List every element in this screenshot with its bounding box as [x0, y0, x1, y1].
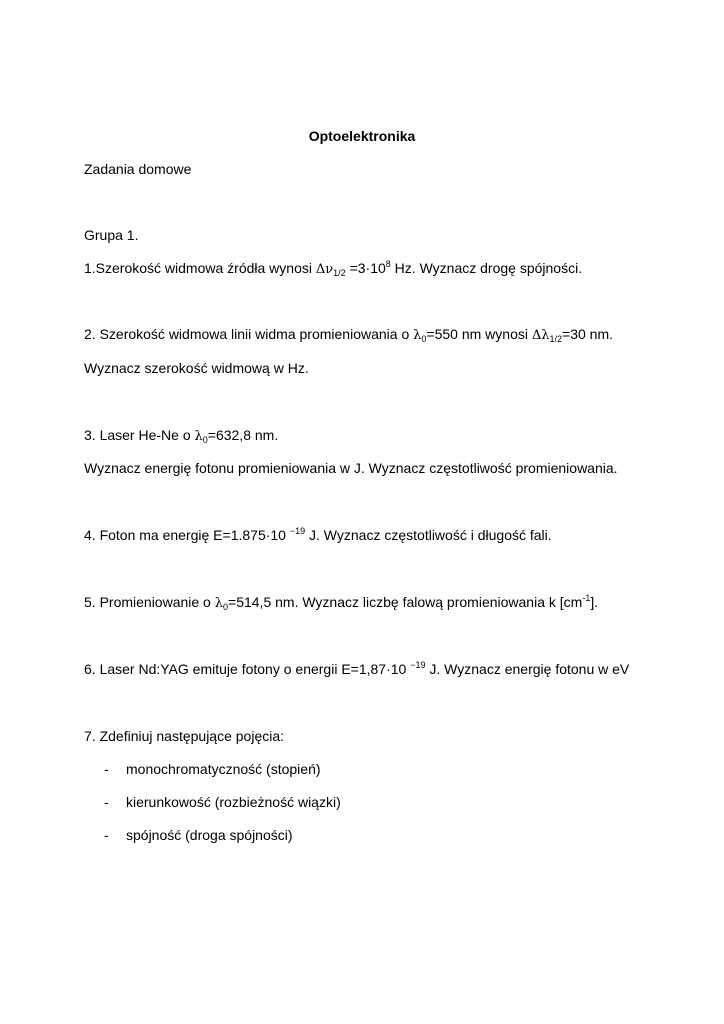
bullet-text: kierunkowość (rozbieżność wiązki) — [126, 794, 341, 810]
group-heading: Grupa 1. — [84, 227, 139, 243]
task-1-text-c: Hz. Wyznacz drogę spójności. — [390, 260, 583, 276]
task-4 — [84, 526, 552, 544]
task-3 — [84, 426, 278, 446]
task-5-text-c: ]. — [590, 594, 599, 610]
task-6 — [84, 660, 629, 678]
task-1-subscript: 1/2 — [333, 268, 346, 278]
delta-nu-symbol: Δν — [315, 262, 334, 277]
task-5-superscript: -1 — [582, 593, 591, 603]
task-5-subscript: 0 — [223, 602, 229, 612]
task-3-subscript: 0 — [202, 435, 208, 445]
task-5-text-b: =514,5 nm. Wyznacz liczbę falową promieniowania k [cm — [228, 594, 583, 610]
task-5-text-a: 5. Promieniowanie o — [84, 594, 215, 610]
document-subtitle: Zadania domowe — [84, 161, 192, 177]
task-2-text-c: =30 nm. — [562, 326, 613, 342]
task-4-text-b: J. Wyznacz częstotliwość i długość fali. — [305, 527, 552, 543]
task-3-line-2: Wyznacz energię fotonu promieniowania w J. Wyznacz częstotliwość promieniowania. — [84, 460, 618, 476]
task-1-text-b: =3·10 — [345, 260, 386, 276]
task-1-superscript: 8 — [385, 259, 391, 269]
lambda-symbol: λ — [413, 328, 422, 343]
task-6-text-a: 6. Laser Nd:YAG emituje fotony o energii E=1,87·10 — [84, 661, 411, 677]
lambda-symbol: λ — [214, 596, 223, 611]
document-title: Optoelektronika — [308, 128, 416, 144]
task-5 — [84, 593, 598, 613]
bullet-dash: - — [104, 761, 109, 777]
task-1-text-a: 1.Szerokość widmowa źródła wynosi — [84, 260, 316, 276]
delta-lambda-symbol: Δλ — [531, 328, 550, 343]
task-4-text-a: 4. Foton ma energię E=1.875·10 — [84, 527, 290, 543]
task-4-superscript: −19 — [289, 526, 306, 536]
task-2-line-2: Wyznacz szerokość widmową w Hz. — [84, 360, 309, 376]
task-2-text-b: =550 nm wynosi — [426, 326, 532, 342]
task-2-subscript-2: 1/2 — [549, 334, 563, 344]
lambda-symbol: λ — [194, 429, 203, 444]
task-6-superscript: −19 — [410, 660, 426, 670]
task-2-text-a: 2. Szerokość widmowa linii widma promieniowania o — [84, 326, 414, 342]
task-3-text-a: 3. Laser He-Ne o — [84, 427, 195, 443]
bullet-dash: - — [104, 827, 109, 843]
task-1 — [84, 259, 582, 279]
bullet-dash: - — [104, 794, 109, 810]
task-7: 7. Zdefiniuj następujące pojęcia: — [84, 728, 285, 744]
task-2-subscript-1: 0 — [421, 334, 427, 344]
task-2 — [84, 325, 613, 345]
task-6-text-b: J. Wyznacz energię fotonu w eV — [425, 661, 630, 677]
task-3-text-b: =632,8 nm. — [207, 427, 279, 443]
bullet-text: monochromatyczność (stopień) — [126, 761, 321, 777]
bullet-text: spójność (droga spójności) — [126, 827, 293, 843]
